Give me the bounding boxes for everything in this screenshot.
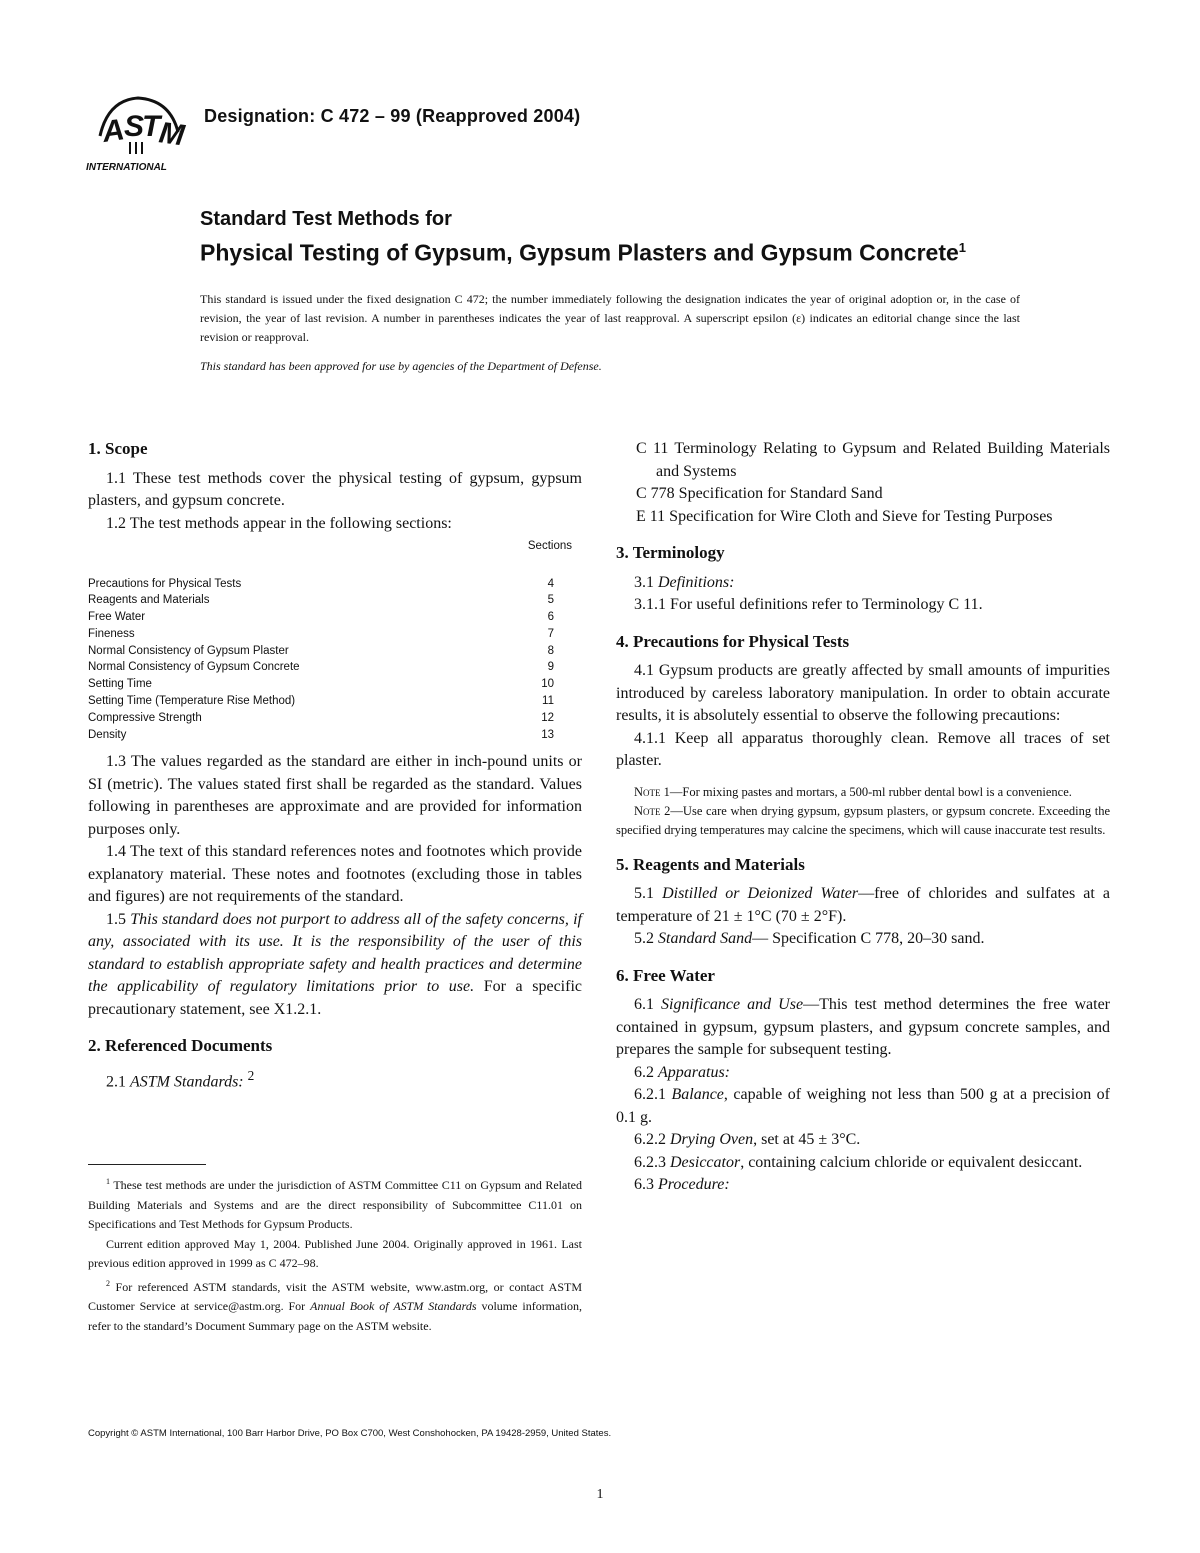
paragraph-2-1 <box>88 1065 582 1094</box>
paragraph-number: 6.3 <box>634 1176 654 1193</box>
section-heading-terminology: 3. Terminology <box>616 543 725 562</box>
paragraph-1-2: 1.2 The test methods appear in the following sections: <box>106 514 452 532</box>
sections-table-row <box>88 609 582 626</box>
section-number: 6 <box>547 611 554 624</box>
sections-table-row <box>88 643 582 660</box>
section-name: Free Water <box>88 611 146 624</box>
section-number: 12 <box>541 711 554 724</box>
section-name: Reagents and Materials <box>88 594 210 607</box>
paragraph-6-3 <box>616 1174 1110 1197</box>
designation: Designation: C 472 – 99 (Reapproved 2004) <box>204 106 581 126</box>
paragraph-1-5 <box>88 909 582 1022</box>
paragraph-6-2-2 <box>616 1129 1110 1152</box>
svg-text:S: S <box>124 110 145 143</box>
sections-table-row <box>88 626 582 643</box>
sections-table-row <box>88 727 582 744</box>
left-column <box>88 438 582 1094</box>
paragraph-6-1 <box>616 994 1110 1062</box>
svg-text:T: T <box>142 110 161 143</box>
footnote-mark: 1 <box>106 1177 110 1186</box>
section-heading-free-water: 6. Free Water <box>616 965 715 985</box>
paragraph-3-1-1: 3.1.1 For useful definitions refer to Terminology C 11. <box>634 596 983 613</box>
paragraph-6-2-3 <box>616 1152 1110 1175</box>
note-text: —Use care when drying gypsum, gypsum plasters, or gypsum concrete. Exceeding the specified drying temperatures may calcine the specimens, which will cause inaccurate test results. <box>616 803 1110 837</box>
footnote-1 <box>88 1172 582 1235</box>
astm-international-logo <box>86 92 190 174</box>
paragraph-number: 6.1 <box>634 996 654 1013</box>
book-title: Annual Book of ASTM Standards <box>310 1299 477 1313</box>
paragraph-4-1: 4.1 Gypsum products are greatly affected by small amounts of impurities introduced by careless laboratory manipulation. In order to obtain accurate results, it is absolutely essential to observe the following precautions: <box>616 662 1110 724</box>
footnote-text: volume information, refer to the standard’s Document Summary page on the ASTM website. <box>88 1299 583 1333</box>
paragraph-number: 6.2.3 <box>634 1153 666 1171</box>
reference-e11: E 11 Specification for Wire Cloth and Sieve for Testing Purposes <box>636 507 1053 525</box>
section-number: 10 <box>541 678 554 691</box>
section-name: Normal Consistency of Gypsum Concrete <box>88 661 300 674</box>
section-number: 13 <box>541 728 554 741</box>
logo-wordmark: INTERNATIONAL <box>86 162 167 173</box>
section-number: 4 <box>547 577 554 590</box>
footnote-divider <box>88 1164 206 1165</box>
paragraph-number: 5.1 <box>634 885 654 902</box>
paragraph-4-1-1: 4.1.1 Keep all apparatus thoroughly clean. Remove all traces of set plaster. <box>616 729 1110 769</box>
footnote-1-edition: Current edition approved May 1, 2004. Published June 2004. Originally approved in 1961. Last previous edition approved in 1999 as C 472–98. <box>88 1236 582 1270</box>
section-name: Setting Time (Temperature Rise Method) <box>88 695 296 708</box>
paragraph-number: 1.5 <box>106 910 126 928</box>
footnotes <box>88 1172 582 1336</box>
note-2 <box>616 802 1110 840</box>
term: Standard Sand <box>658 930 753 947</box>
astm-standards-label: ASTM Standards: <box>130 1073 244 1091</box>
section-name: Compressive Strength <box>88 711 202 724</box>
note-label: Note 2 <box>634 803 671 818</box>
sections-table-row <box>88 676 582 693</box>
page-number: 1 <box>596 1487 604 1502</box>
section-number: 8 <box>547 644 554 657</box>
term: Drying Oven <box>670 1131 754 1148</box>
footnote-mark: 2 <box>106 1278 110 1288</box>
paragraph-1-3: 1.3 The values regarded as the standard are either in inch-pound units or SI (metric). The values stated first shall be regarded as the standard. Values following in parentheses are approximate and are provided for information purposes only. <box>88 753 582 838</box>
definition: , capable of weighing not less than 500 g at a precision of 0.1 g. <box>616 1086 1111 1126</box>
definitions-label: Definitions: <box>658 573 735 591</box>
title-main-text: Physical Testing of Gypsum, Gypsum Plasters and Gypsum Concrete <box>200 239 959 266</box>
reference-c778: C 778 Specification for Standard Sand <box>636 485 883 502</box>
definition: — Specification C 778, 20–30 sand. <box>752 930 985 947</box>
term: Balance <box>671 1086 724 1103</box>
title-main <box>200 233 1060 268</box>
term: Distilled or Deionized Water <box>662 885 859 902</box>
sections-table-row <box>88 659 582 676</box>
svg-text:M: M <box>157 116 187 153</box>
paragraph-6-2-1 <box>616 1084 1110 1129</box>
copyright-notice: Copyright © ASTM International, 100 Barr Harbor Drive, PO Box C700, West Conshohocken, PA 19428-2959, United States. <box>88 1428 612 1439</box>
paragraph-6-2 <box>616 1062 1110 1085</box>
paragraph-number: 6.2.2 <box>634 1131 666 1148</box>
section-heading-reagents: 5. Reagents and Materials <box>616 854 805 874</box>
section-heading-scope: 1. Scope <box>88 439 148 458</box>
issuance-statement: This standard is issued under the fixed designation C 472; the number immediately following the designation indicates the year of original adoption or, in the case of revision, the year of last revision. A number in parentheses indicates the year of last reapproval. A superscript epsilon (ε) indicates an editorial change since the last revision or reapproval. <box>200 291 1020 344</box>
footnote-text: For referenced ASTM standards, visit the ASTM website, www.astm.org, or contact ASTM Customer Service at service@astm.org. For <box>88 1279 583 1313</box>
title-footnote-mark: 1 <box>958 240 967 255</box>
sections-table-row <box>88 576 582 593</box>
paragraph-5-1 <box>616 883 1110 928</box>
safety-caveat: This standard does not purport to address all of the safety concerns, if any, associated with its use. It is the responsibility of the user of this standard to establish appropriate safety and health practices and determine the applicability of regulatory limitations prior to use. <box>88 910 583 996</box>
precaution-reference: For a specific precautionary statement, see X1.2.1. <box>88 978 583 1018</box>
term: Desiccator <box>670 1153 741 1171</box>
svg-text:A: A <box>100 113 127 149</box>
paragraph-number: 2.1 <box>106 1073 126 1091</box>
paragraph-number: 5.2 <box>634 930 654 947</box>
paragraph-3-1 <box>616 572 1110 595</box>
term: Procedure: <box>658 1176 730 1193</box>
note-1 <box>616 783 1110 802</box>
sections-table <box>88 576 582 744</box>
section-name: Setting Time <box>88 678 152 691</box>
reference-c11: C 11 Terminology Relating to Gypsum and Related Building Materials and Systems <box>636 440 1110 480</box>
term: Apparatus: <box>658 1063 730 1081</box>
section-name: Fineness <box>88 627 135 640</box>
definition: —This test method determines the free water contained in gypsum, gypsum plasters, and gypsum concrete samples, and prepares the sample for subsequent testing. <box>616 996 1111 1058</box>
section-number: 7 <box>547 627 554 640</box>
paragraph-1-4: 1.4 The text of this standard references notes and footnotes which provide explanatory material. These notes and footnotes (excluding those in tables and figures) are not requirements of the standard. <box>88 843 582 906</box>
sections-table-row <box>88 693 582 710</box>
title-block <box>200 205 1060 374</box>
note-label: Note 1 <box>634 784 670 799</box>
section-number: 5 <box>547 594 554 607</box>
section-name: Precautions for Physical Tests <box>88 577 242 590</box>
note-text: —For mixing pastes and mortars, a 500-ml rubber dental bowl is a convenience. <box>669 784 1072 799</box>
paragraph-number: 3.1 <box>634 573 654 591</box>
footnote-2 <box>88 1274 582 1337</box>
section-name: Normal Consistency of Gypsum Plaster <box>88 644 289 657</box>
definition: , set at 45 ± 3°C. <box>753 1131 861 1148</box>
section-heading-precautions: 4. Precautions for Physical Tests <box>616 631 850 651</box>
definition: , containing calcium chloride or equivalent desiccant. <box>740 1153 1083 1171</box>
paragraph-5-2 <box>616 928 1110 951</box>
footnote-mark: 2 <box>247 1067 255 1083</box>
section-name: Density <box>88 728 127 741</box>
right-column <box>616 438 1110 1197</box>
section-number: 11 <box>542 695 554 708</box>
dod-notice: This standard has been approved for use by agencies of the Department of Defense. <box>200 358 602 373</box>
sections-column-header: Sections <box>527 540 572 552</box>
section-heading-referenced-documents: 2. Referenced Documents <box>88 1036 273 1056</box>
term: Significance and Use <box>661 996 804 1013</box>
paragraph-number: 6.2.1 <box>634 1086 666 1103</box>
paragraph-1-1: 1.1 These test methods cover the physical testing of gypsum, gypsum plasters, and gypsum concrete. <box>88 469 582 509</box>
definition: —free of chlorides and sulfates at a temperature of 21 ± 1°C (70 ± 2°F). <box>616 885 1111 925</box>
section-number: 9 <box>547 661 554 674</box>
sections-table-row <box>88 592 582 609</box>
title-line1: Standard Test Methods for <box>200 208 452 230</box>
footnote-text: These test methods are under the jurisdiction of ASTM Committee C11 on Gypsum and Related Building Materials and Systems and are the direct responsibility of Subcommittee C11.01 on Specifications and Test Methods for Gypsum Products. <box>88 1178 582 1231</box>
sections-table-row <box>88 710 582 727</box>
paragraph-number: 6.2 <box>634 1063 654 1081</box>
